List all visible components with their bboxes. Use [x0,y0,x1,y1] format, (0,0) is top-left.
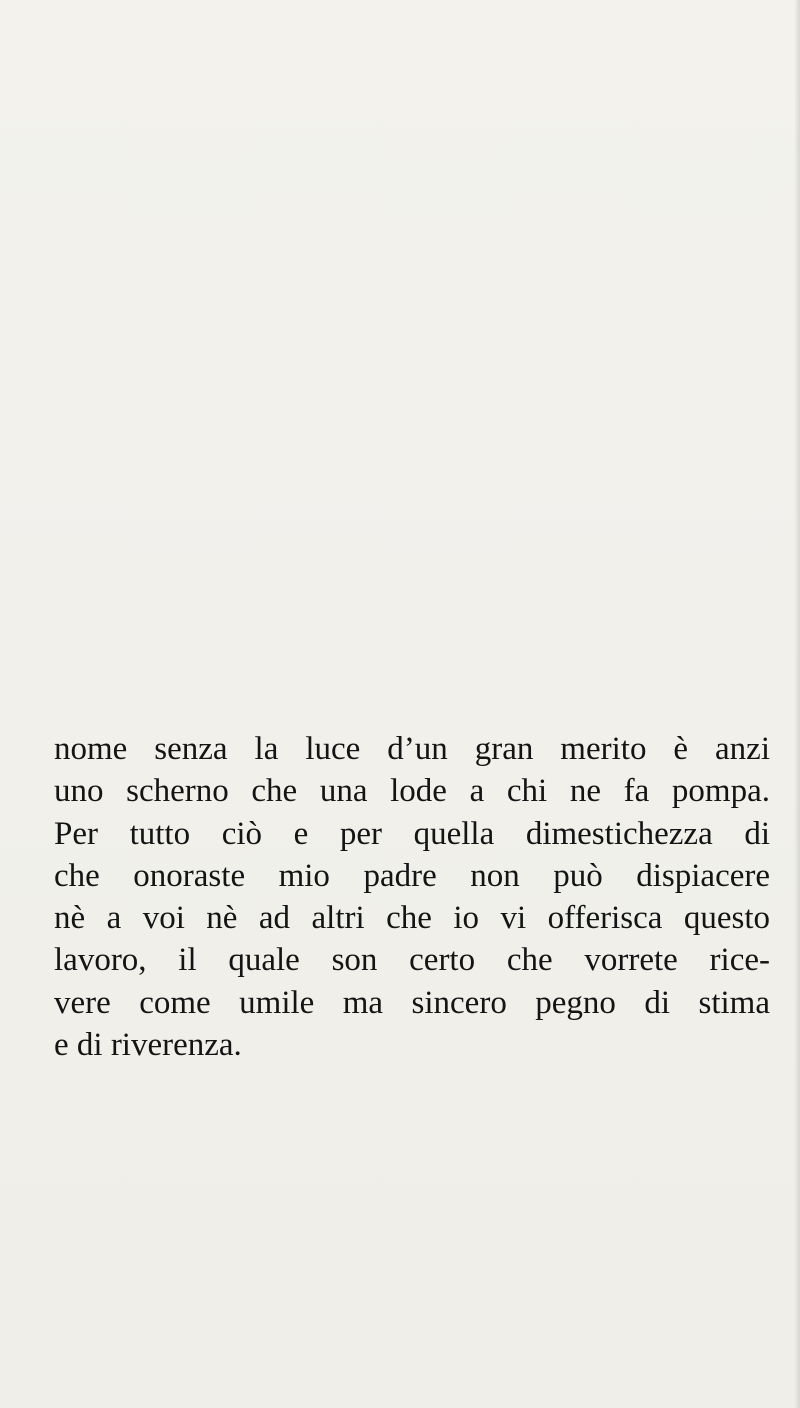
body-text [54,728,770,1066]
text-line: uno scherno che una lode a chi ne fa pompa. [54,773,770,810]
page-edge-shadow [794,0,800,1408]
text-line: vere come umile ma sincero pegno di stima [54,984,770,1021]
text-line: e di riverenza. [54,1027,242,1064]
text-line: lavoro, il quale son certo che vorrete rice- [54,942,770,979]
text-line: nè a voi nè ad altri che io vi offerisca questo [54,900,770,937]
text-line: nome senza la luce d’un gran merito è anzi [54,731,770,767]
text-line: Per tutto ciò e per quella dimestichezza di [54,815,770,852]
text-line: che onoraste mio padre non può dispiacere [54,857,770,894]
